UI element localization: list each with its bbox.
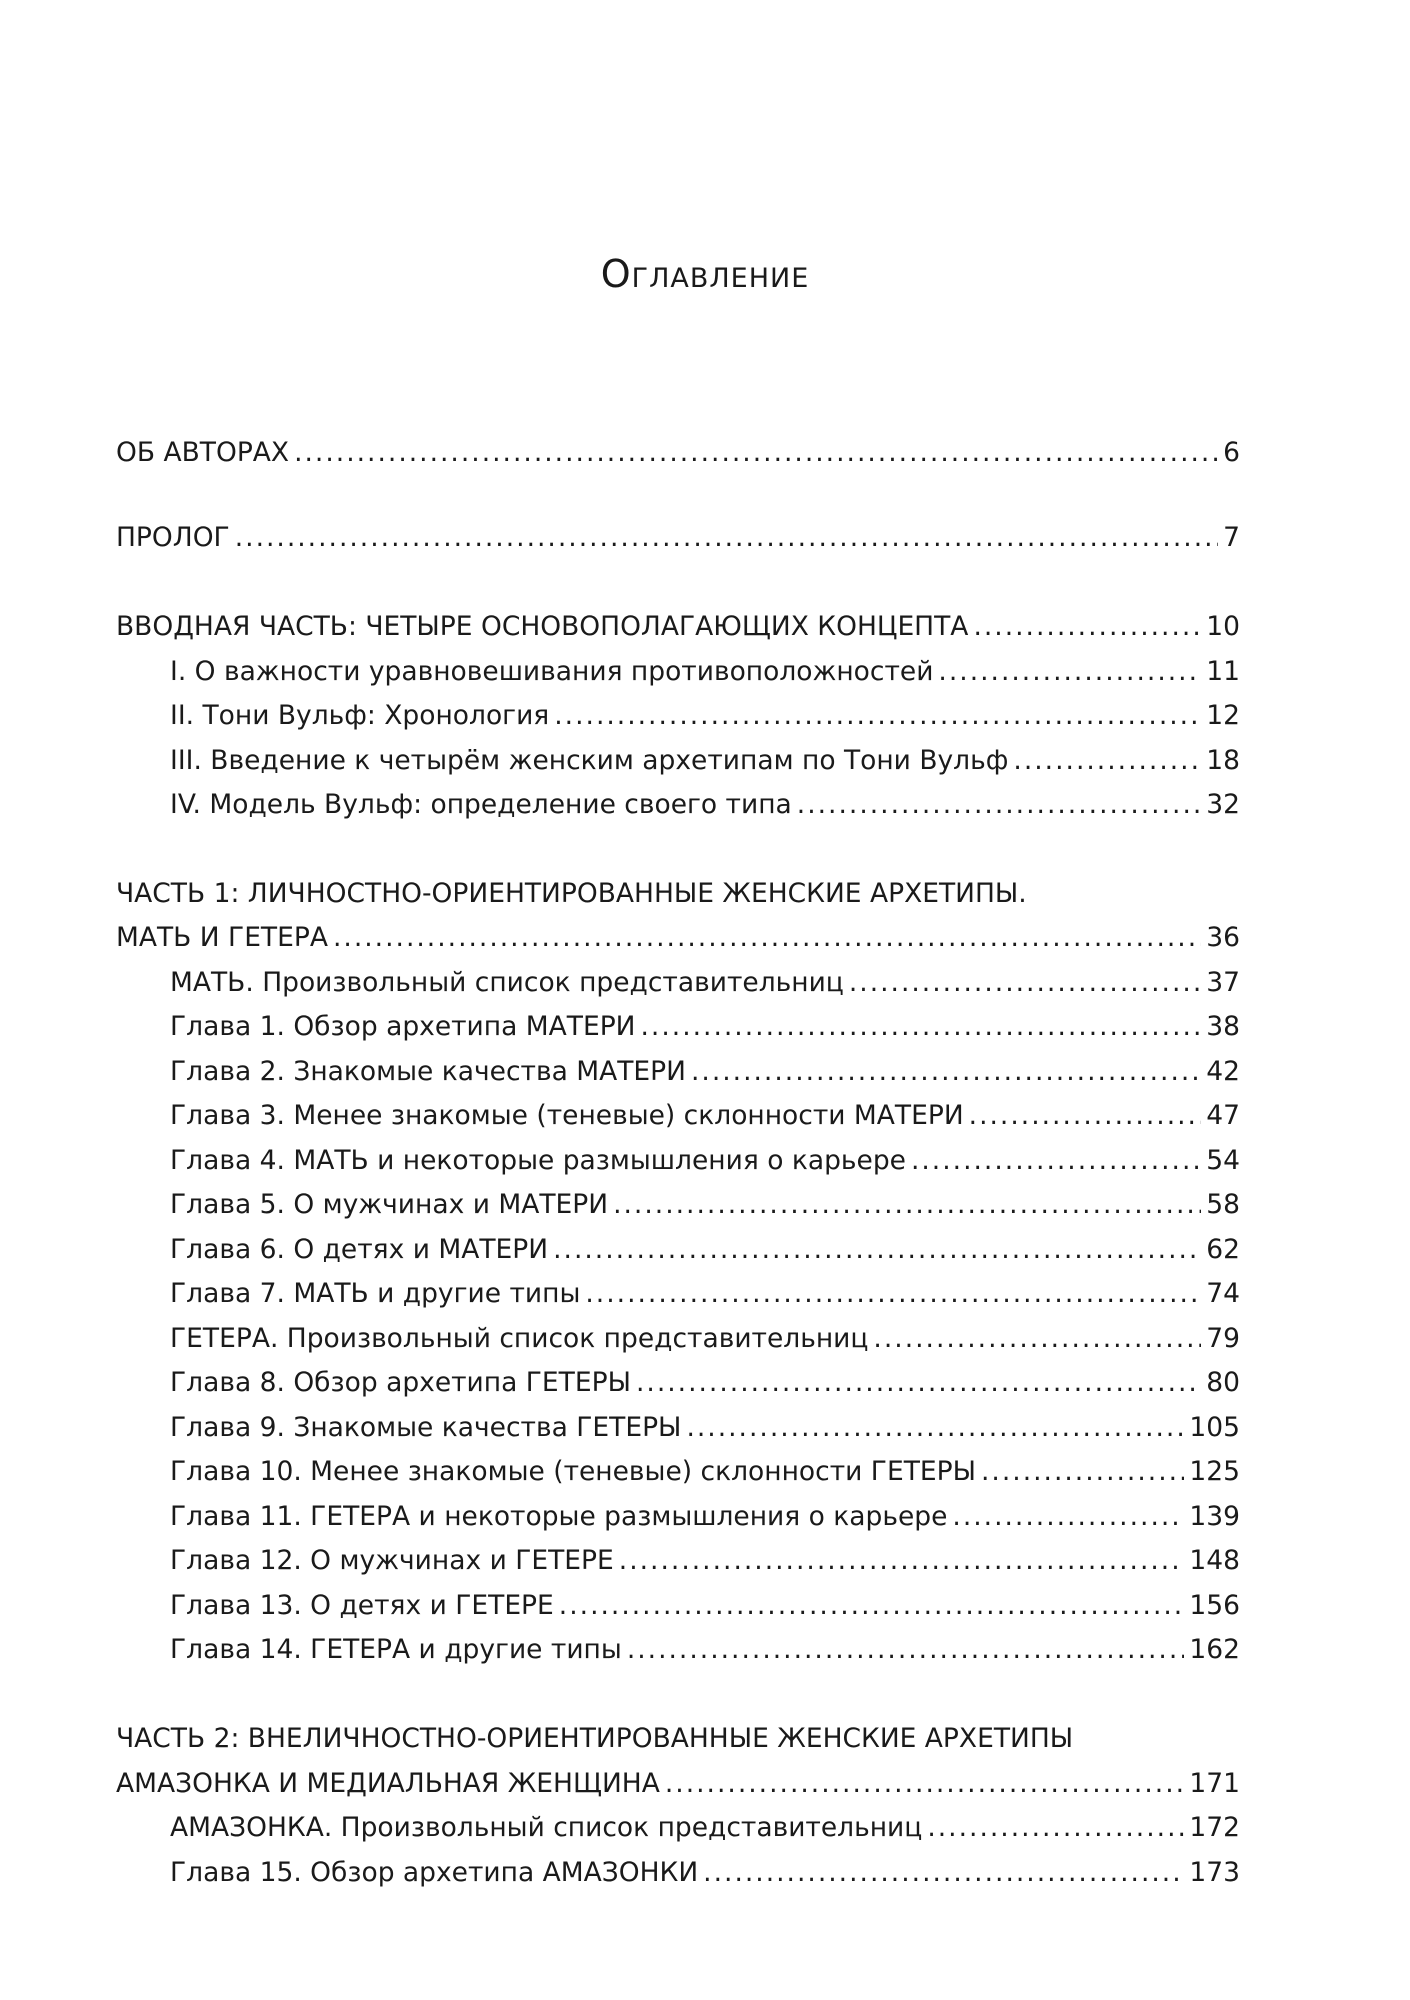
toc-entry-label: Глава 3. Менее знакомые (теневые) склонности МАТЕРИ: [170, 1100, 964, 1131]
toc-entry-chapter-3[interactable]: [170, 1099, 1240, 1133]
toc-entry-label: Глава 5. О мужчинах и МАТЕРИ: [170, 1189, 609, 1220]
toc-page-number: 162: [1189, 1634, 1240, 1665]
dot-leader: [333, 921, 1201, 955]
toc-page-number: 62: [1206, 1234, 1240, 1265]
toc-entry-intro-1[interactable]: [170, 655, 1240, 689]
toc-entry-label: Глава 2. Знакомые качества МАТЕРИ: [170, 1056, 686, 1087]
toc-page-number: 38: [1206, 1011, 1240, 1042]
dot-leader: [686, 1411, 1184, 1445]
toc-entry-label: Глава 6. О детях и МАТЕРИ: [170, 1234, 549, 1265]
toc-page-number: 139: [1189, 1501, 1240, 1532]
toc-entry-label: ПРОЛОГ: [116, 522, 230, 553]
dot-leader: [665, 1767, 1185, 1801]
toc-entry-label: Глава 9. Знакомые качества ГЕТЕРЫ: [170, 1412, 682, 1443]
toc-entry-label: АМАЗОНКА И МЕДИАЛЬНАЯ ЖЕНЩИНА: [116, 1768, 660, 1799]
toc-entry-chapter-15[interactable]: [170, 1856, 1240, 1890]
toc-page-number: 37: [1206, 967, 1240, 998]
toc-page-number: 80: [1206, 1367, 1240, 1398]
toc-entry-intro-2[interactable]: [170, 699, 1240, 733]
page-title: Оглавление: [600, 252, 810, 296]
toc-page-number: 105: [1189, 1412, 1240, 1443]
toc-entry-chapter-10[interactable]: [170, 1455, 1240, 1489]
dot-leader: [911, 1144, 1201, 1178]
dot-leader: [559, 1589, 1185, 1623]
toc-page-number: 125: [1189, 1456, 1240, 1487]
toc-entry-label: ВВОДНАЯ ЧАСТЬ: ЧЕТЫРЕ ОСНОВОПОЛАГАЮЩИХ КОНЦЕПТА: [116, 611, 969, 642]
toc-entry-label: АМАЗОНКА. Произвольный список представительниц: [170, 1812, 923, 1843]
toc-entry-mother-list[interactable]: [170, 966, 1240, 1000]
toc-entry-chapter-8[interactable]: [170, 1366, 1240, 1400]
toc-page-number: 74: [1206, 1278, 1240, 1309]
toc-entry-amazon-list[interactable]: [170, 1811, 1240, 1845]
toc-entry-chapter-9[interactable]: [170, 1411, 1240, 1445]
dot-leader: [938, 655, 1201, 689]
toc-entry-label: ГЕТЕРА. Произвольный список представительниц: [170, 1323, 869, 1354]
dot-leader: [873, 1322, 1201, 1356]
toc-entry-chapter-12[interactable]: [170, 1544, 1240, 1578]
dot-leader: [927, 1811, 1184, 1845]
toc-entry-chapter-6[interactable]: [170, 1233, 1240, 1267]
toc-page-number: 172: [1189, 1812, 1240, 1843]
toc-page-number: 54: [1206, 1145, 1240, 1176]
toc-page-number: 58: [1206, 1189, 1240, 1220]
dot-leader: [619, 1544, 1185, 1578]
toc-entry-chapter-2[interactable]: [170, 1055, 1240, 1089]
dot-leader: [641, 1010, 1202, 1044]
dot-leader: [585, 1277, 1201, 1311]
dot-leader: [613, 1188, 1201, 1222]
toc-entry-chapter-7[interactable]: [170, 1277, 1240, 1311]
dot-leader: [553, 1233, 1201, 1267]
dot-leader: [703, 1856, 1184, 1890]
dot-leader: [636, 1366, 1201, 1400]
toc-entry-hetaera-list[interactable]: [170, 1322, 1240, 1356]
dot-leader: [235, 521, 1218, 555]
toc-entry-label: Глава 7. МАТЬ и другие типы: [170, 1278, 581, 1309]
toc-page-number: 173: [1189, 1857, 1240, 1888]
toc-entry-intro-4[interactable]: [170, 788, 1240, 822]
toc-page-number: 171: [1189, 1768, 1240, 1799]
dot-leader: [981, 1455, 1184, 1489]
part-2-heading: ЧАСТЬ 2: ВНЕЛИЧНОСТНО-ОРИЕНТИРОВАННЫЕ ЖЕНСКИЕ АРХЕТИПЫ: [116, 1723, 1074, 1754]
toc-entry-label: МАТЬ. Произвольный список представительниц: [170, 967, 844, 998]
toc-entry-label: Глава 15. Обзор архетипа АМАЗОНКИ: [170, 1857, 699, 1888]
toc-page-number: 12: [1206, 700, 1240, 731]
toc-page-number: 7: [1223, 522, 1240, 553]
dot-leader: [973, 610, 1201, 644]
toc-entry-chapter-13[interactable]: [170, 1589, 1240, 1623]
toc-entry-label: Глава 14. ГЕТЕРА и другие типы: [170, 1634, 622, 1665]
toc-entry-label: II. Тони Вульф: Хронология: [170, 700, 550, 731]
toc-entry-part-1[interactable]: [116, 921, 1240, 955]
dot-leader: [294, 436, 1218, 470]
toc-entry-label: Глава 10. Менее знакомые (теневые) склонности ГЕТЕРЫ: [170, 1456, 976, 1487]
toc-entry-chapter-11[interactable]: [170, 1500, 1240, 1534]
toc-page-number: 156: [1189, 1590, 1240, 1621]
toc-entry-chapter-1[interactable]: [170, 1010, 1240, 1044]
toc-page-number: 18: [1206, 745, 1240, 776]
toc-entry-label: Глава 8. Обзор архетипа ГЕТЕРЫ: [170, 1367, 631, 1398]
toc-page-number: 10: [1206, 611, 1240, 642]
toc-entry-intro[interactable]: [116, 610, 1240, 644]
toc-page-number: 47: [1206, 1100, 1240, 1131]
toc-entry-prologue[interactable]: [116, 521, 1240, 555]
toc-entry-chapter-4[interactable]: [170, 1144, 1240, 1178]
toc-entry-label: Глава 12. О мужчинах и ГЕТЕРЕ: [170, 1545, 614, 1576]
dot-leader: [797, 788, 1201, 822]
toc-page-number: 11: [1206, 656, 1240, 687]
dot-leader: [627, 1633, 1185, 1667]
toc-entry-label: Глава 13. О детях и ГЕТЕРЕ: [170, 1590, 554, 1621]
dot-leader: [554, 699, 1201, 733]
toc-page-number: 32: [1206, 789, 1240, 820]
toc-entry-chapter-14[interactable]: [170, 1633, 1240, 1667]
dot-leader: [969, 1099, 1202, 1133]
toc-page-number: 79: [1206, 1323, 1240, 1354]
dot-leader: [1013, 744, 1201, 778]
toc-page-number: 42: [1206, 1056, 1240, 1087]
toc-entry-label: I. О важности уравновешивания противоположностей: [170, 656, 934, 687]
toc-entry-label: III. Введение к четырём женским архетипам по Тони Вульф: [170, 745, 1009, 776]
part-1-heading: ЧАСТЬ 1: ЛИЧНОСТНО-ОРИЕНТИРОВАННЫЕ ЖЕНСКИЕ АРХЕТИПЫ.: [116, 878, 1027, 909]
toc-entry-label: ОБ АВТОРАХ: [116, 437, 290, 468]
toc-entry-label: Глава 4. МАТЬ и некоторые размышления о карьере: [170, 1145, 906, 1176]
toc-entry-intro-3[interactable]: [170, 744, 1240, 778]
dot-leader: [849, 966, 1201, 1000]
toc-entry-label: Глава 1. Обзор архетипа МАТЕРИ: [170, 1011, 636, 1042]
toc-page-number: 36: [1206, 922, 1240, 953]
dot-leader: [952, 1500, 1184, 1534]
toc-entry-chapter-5[interactable]: [170, 1188, 1240, 1222]
toc-entry-label: Глава 11. ГЕТЕРА и некоторые размышления о карьере: [170, 1501, 948, 1532]
toc-entry-about[interactable]: [116, 436, 1240, 470]
toc-entry-part-2[interactable]: [116, 1767, 1240, 1801]
toc-page-number: 6: [1223, 437, 1240, 468]
dot-leader: [691, 1055, 1201, 1089]
toc-entry-label: МАТЬ И ГЕТЕРА: [116, 922, 328, 953]
toc-page-number: 148: [1189, 1545, 1240, 1576]
toc-entry-label: IV. Модель Вульф: определение своего типа: [170, 789, 792, 820]
